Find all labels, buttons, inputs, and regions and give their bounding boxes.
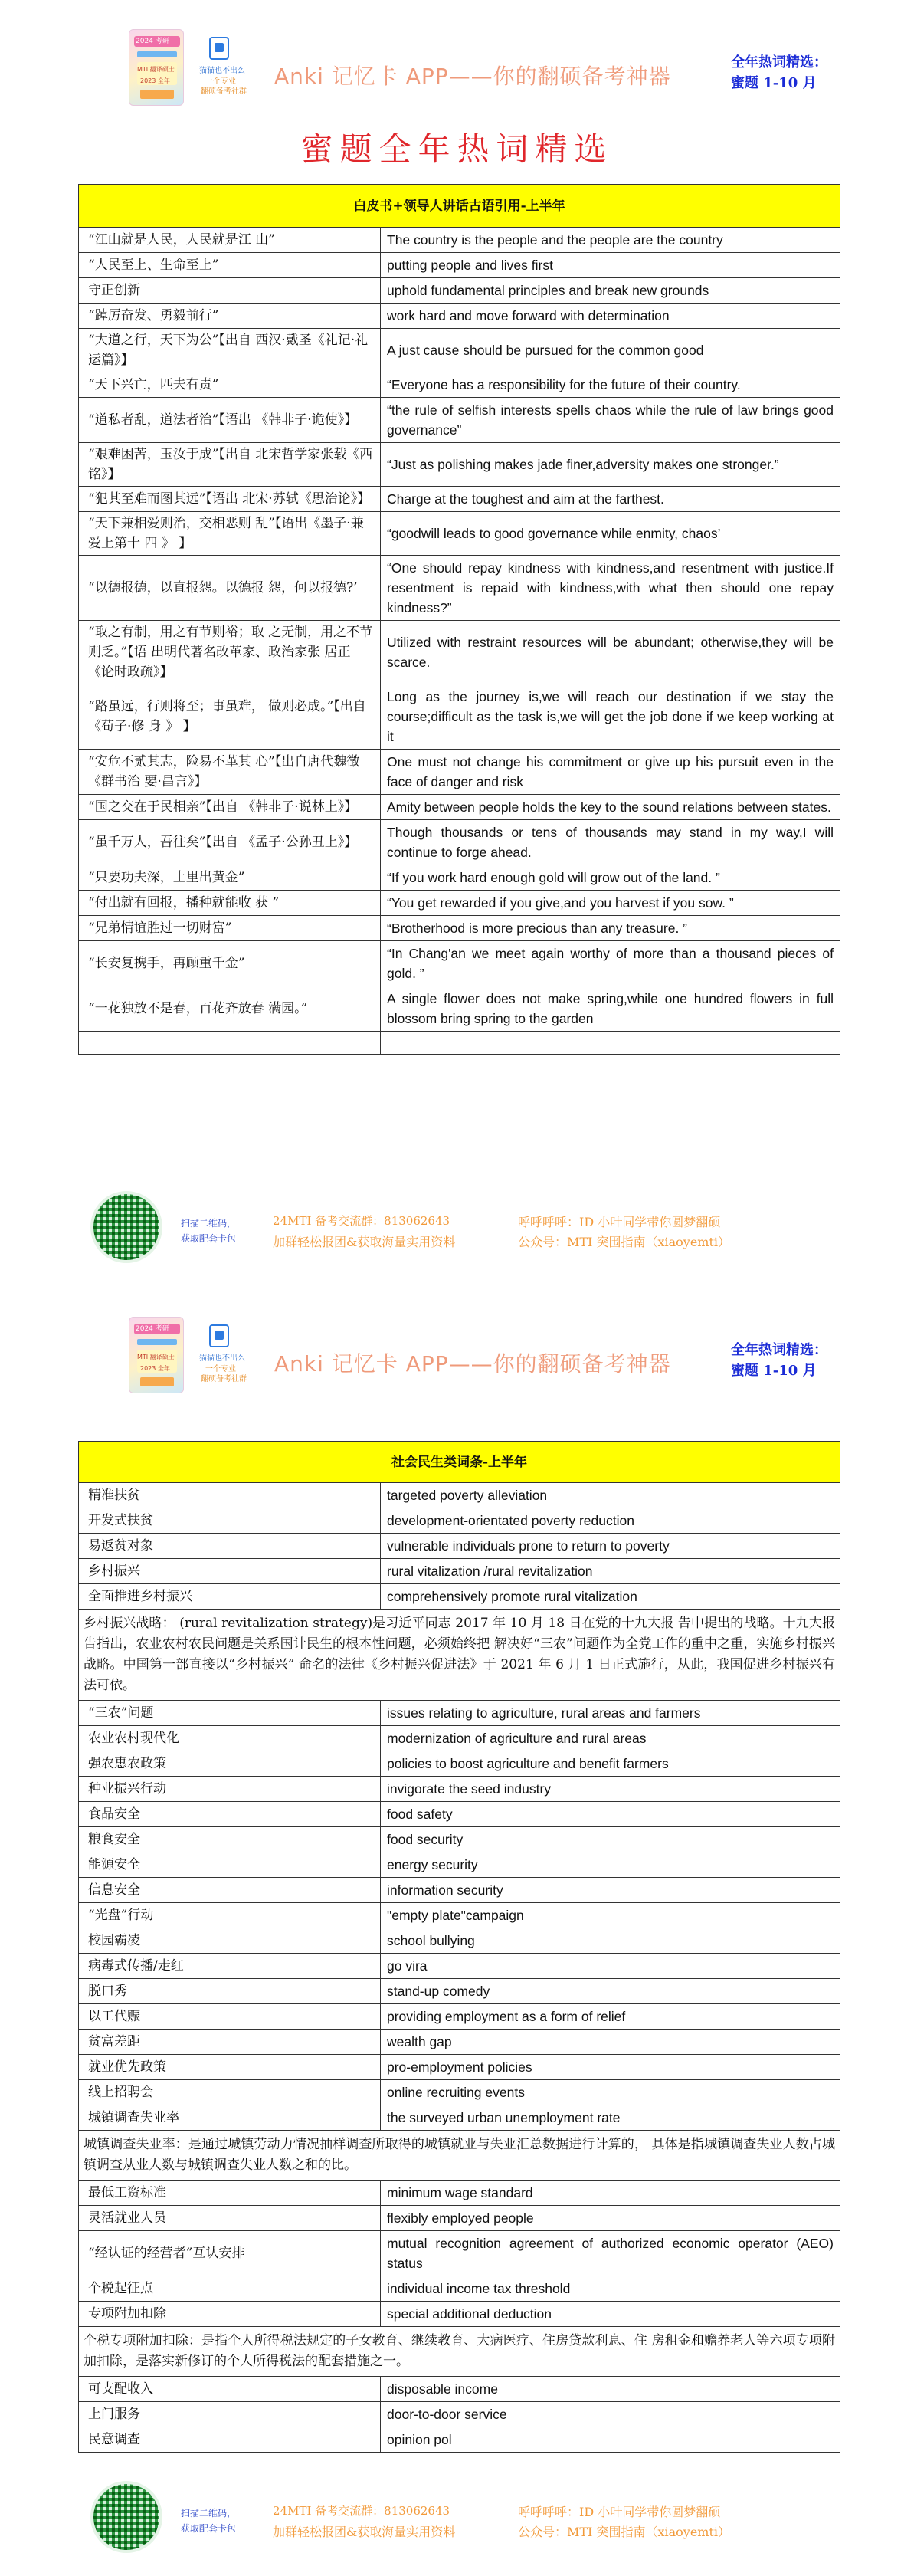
chinese-term-cell: 种业振兴行动 <box>79 1777 381 1802</box>
english-translation-cell: vulnerable individuals prone to return to poverty <box>381 1534 840 1559</box>
english-translation-cell: stand-up comedy <box>381 1979 840 2004</box>
table-row <box>79 1701 840 1726</box>
english-translation-cell: “Brotherhood is more precious than any treasure. ” <box>381 916 840 941</box>
chinese-term-cell: 精准扶贫 <box>79 1483 381 1508</box>
chinese-term-cell: “江山就是人民，人民就是江 山” <box>79 228 381 253</box>
table-row <box>79 941 840 986</box>
english-translation-cell: flexibly employed people <box>381 2206 840 2231</box>
english-translation-cell: invigorate the seed industry <box>381 1777 840 1802</box>
chinese-term-cell: 贫富差距 <box>79 2030 381 2055</box>
english-translation-cell: online recruiting events <box>381 2080 840 2105</box>
chinese-term-cell: “道私者乱，道法者治”【语出 《韩非子·诡使》】 <box>79 398 381 443</box>
table-row <box>79 1903 840 1928</box>
chinese-term-cell: 易返贫对象 <box>79 1534 381 1559</box>
group-number: 24MTI 备考交流群：813062643 <box>273 1214 450 1228</box>
hot-words-line2: 蜜题 1-10 月 <box>731 75 817 91</box>
english-translation-cell: Though thousands or tens of thousands may stand in my way,I will continue to forge ahead. <box>381 820 840 865</box>
table-row <box>79 398 840 443</box>
english-translation-cell: individual income tax threshold <box>381 2276 840 2302</box>
chinese-term-cell: “天下兴亡，匹夫有责” <box>79 372 381 398</box>
chinese-term-cell: 城镇调查失业率 <box>79 2105 381 2131</box>
chinese-term-cell: “一花独放不是春，百花齐放春 满园。” <box>79 986 381 1032</box>
chinese-term-cell: “经认证的经营者”互认安排 <box>79 2231 381 2276</box>
chinese-term-cell: 病毒式传播/走红 <box>79 1954 381 1979</box>
table-row <box>79 865 840 891</box>
chinese-term-cell: 开发式扶贫 <box>79 1508 381 1534</box>
english-translation-cell: issues relating to agriculture, rural areas and farmers <box>381 1701 840 1726</box>
table-row <box>79 1584 840 1610</box>
contact-id: 呼呼呼呼：ID 小叶同学带你圆梦翻硕 <box>518 1215 721 1229</box>
book-cover-thumbnail <box>129 29 184 106</box>
english-translation-cell: food safety <box>381 1802 840 1827</box>
english-translation-cell: modernization of agriculture and rural areas <box>381 1726 840 1751</box>
table-row <box>79 2402 840 2427</box>
english-translation-cell: opinion pol <box>381 2427 840 2453</box>
english-translation-cell: energy security <box>381 1852 840 1878</box>
page-header <box>0 0 914 123</box>
hot-words-line1: 全年热词精选： <box>731 1342 827 1358</box>
page-header-2 <box>0 1288 914 1410</box>
qr-code[interactable] <box>90 2481 162 2553</box>
chinese-term-cell: “取之有制，用之有节则裕；取 之无制，用之不节则乏。”【语 出明代著名改革家、政治家张 居正《论时政疏》】 <box>79 621 381 684</box>
table-row <box>79 2302 840 2327</box>
chinese-term-cell: 就业优先政策 <box>79 2055 381 2080</box>
section2-title: 社会民生类词条-上半年 <box>79 1442 840 1483</box>
chinese-term-cell: 守正创新 <box>79 278 381 304</box>
chinese-term-cell: 线上招聘会 <box>79 2080 381 2105</box>
page-footer-2 <box>0 2469 914 2576</box>
definition-cell: 个税专项附加扣除：是指个人所得税法规定的子女教育、继续教育、大病医疗、住房贷款利息、住 房租金和赡养老人等六项专项附加扣除，是落实新修订的个人所得税法的配套措施之一。 <box>79 2327 840 2377</box>
table-row <box>79 1559 840 1584</box>
contact-id: 呼呼呼呼：ID 小叶同学带你圆梦翻硕 <box>518 2505 721 2519</box>
table-row <box>79 684 840 750</box>
book-cover-thumbnail <box>129 1317 184 1393</box>
chinese-term-cell: “艰难困苦，玉汝于成”【出自 北宋哲学家张载《西铭》】 <box>79 443 381 487</box>
chinese-term-cell: “犯其至难而图其远”【语出 北宋·苏轼《思治论》】 <box>79 487 381 512</box>
english-translation-cell: providing employment as a form of relief <box>381 2004 840 2030</box>
english-translation-cell: “You get rewarded if you give,and you harvest if you sow. ” <box>381 891 840 916</box>
table-row <box>79 2080 840 2105</box>
hot-words-line2: 蜜题 1-10 月 <box>731 1363 817 1379</box>
table-row <box>79 2004 840 2030</box>
english-translation-cell: targeted poverty alleviation <box>381 1483 840 1508</box>
chinese-term-cell: “踔厉奋发、勇毅前行” <box>79 304 381 329</box>
english-translation-cell: Long as the journey is,we will reach our destination if we stay the course;difficult as the task is,we will get the job done if we keep working at it <box>381 684 840 750</box>
app-icon <box>209 37 229 60</box>
english-translation-cell: “goodwill leads to good governance while enmity, chaos’ <box>381 512 840 556</box>
table-row <box>79 228 840 253</box>
chinese-term-cell: 专项附加扣除 <box>79 2302 381 2327</box>
chinese-term-cell: 强农惠农政策 <box>79 1751 381 1777</box>
chinese-term-cell: 粮食安全 <box>79 1827 381 1852</box>
english-translation-cell: school bullying <box>381 1928 840 1954</box>
hot-words-label <box>731 52 827 94</box>
english-translation-cell: putting people and lives first <box>381 253 840 278</box>
table-row <box>79 304 840 329</box>
english-translation-cell: "empty plate"campaign <box>381 1903 840 1928</box>
english-translation-cell: mutual recognition agreement of authorized economic operator (AEO) status <box>381 2231 840 2276</box>
table-row <box>79 2276 840 2302</box>
table-row <box>79 621 840 684</box>
chinese-term-cell: 最低工资标准 <box>79 2181 381 2206</box>
chinese-term-cell: “大道之行，天下为公”【出自 西汉·戴圣《礼记·礼运篇》】 <box>79 329 381 372</box>
chinese-term-cell: 以工代赈 <box>79 2004 381 2030</box>
table-row <box>79 2377 840 2402</box>
table-row <box>79 1032 840 1055</box>
chinese-term-cell: “三农”问题 <box>79 1701 381 1726</box>
chinese-term-cell: “虽千万人，吾往矣”【出自 《孟子·公孙丑上》】 <box>79 820 381 865</box>
qr-caption-line2: 获取配套卡包 <box>181 2523 237 2534</box>
section1-table <box>78 184 840 1055</box>
table-row <box>79 2131 840 2181</box>
chinese-term-cell: 全面推进乡村振兴 <box>79 1584 381 1610</box>
chinese-term-cell: “天下兼相爱则治，交相恶则 乱”【语出《墨子·兼爱上第十 四 》 】 <box>79 512 381 556</box>
definition-cell: 城镇调查失业率：是通过城镇劳动力情况抽样调查所取得的城镇就业与失业汇总数据进行计算的， 具体是指城镇调查失业人数占城镇调查从业人数与城镇调查失业人数之和的比。 <box>79 2131 840 2181</box>
table-row <box>79 1928 840 1954</box>
table-row <box>79 1979 840 2004</box>
table-row <box>79 443 840 487</box>
english-translation-cell: “One should repay kindness with kindness,and resentment with justice.If resentment is repaid with kindness,with what then should one repay kindness?” <box>381 556 840 621</box>
chinese-term-cell: 上门服务 <box>79 2402 381 2427</box>
english-translation-cell: comprehensively promote rural vitalization <box>381 1584 840 1610</box>
english-translation-cell <box>381 1032 840 1055</box>
table-row <box>79 2327 840 2377</box>
chinese-term-cell: 信息安全 <box>79 1878 381 1903</box>
thumb-subtitle: MTI 翻译硕士 <box>137 66 175 73</box>
english-translation-cell: “Just as polishing makes jade finer,adversity makes one stronger.” <box>381 443 840 487</box>
anki-tagline: Anki 记忆卡 APP——你的翻硕备考神器 <box>274 64 671 89</box>
table-row <box>79 329 840 372</box>
table-row <box>79 891 840 916</box>
chinese-term-cell: “以德报德，以直报怨。以德报 怨，何以报德?’ <box>79 556 381 621</box>
app-icon <box>209 1324 229 1347</box>
table-row <box>79 1508 840 1534</box>
table-row <box>79 2206 840 2231</box>
table-row <box>79 556 840 621</box>
group-subtitle: 加群轻松报团&获取海量实用资料 <box>273 1235 456 1249</box>
table-row <box>79 278 840 304</box>
table-row <box>79 1852 840 1878</box>
qr-caption-line1: 扫描二维码， <box>181 1218 237 1229</box>
english-translation-cell: “If you work hard enough gold will grow out of the land. ” <box>381 865 840 891</box>
chinese-term-cell: “长安复携手，再顾重千金” <box>79 941 381 986</box>
qr-caption-line2: 获取配套卡包 <box>181 1233 237 1244</box>
table-row <box>79 487 840 512</box>
table-row <box>79 1878 840 1903</box>
english-translation-cell: wealth gap <box>381 2030 840 2055</box>
table-row <box>79 1751 840 1777</box>
chinese-term-cell: “光盘”行动 <box>79 1903 381 1928</box>
english-translation-cell: special additional deduction <box>381 2302 840 2327</box>
table-row <box>79 2427 840 2453</box>
table-row <box>79 750 840 795</box>
english-translation-cell: rural vitalization /rural revitalization <box>381 1559 840 1584</box>
table-row <box>79 2181 840 2206</box>
table-row <box>79 1610 840 1701</box>
table-row <box>79 2055 840 2080</box>
chinese-term-cell: “国之交在于民相亲”【出自 《韩非子·说林上》】 <box>79 795 381 820</box>
table-row <box>79 2105 840 2131</box>
icon-caption-2: 一个专业 <box>205 1365 236 1373</box>
table-row <box>79 1726 840 1751</box>
qr-code[interactable] <box>90 1191 162 1263</box>
chinese-term-cell: 能源安全 <box>79 1852 381 1878</box>
qr-caption <box>181 2505 236 2536</box>
table-row <box>79 1802 840 1827</box>
table-row <box>79 1777 840 1802</box>
english-translation-cell: information security <box>381 1878 840 1903</box>
chinese-term-cell: 脱口秀 <box>79 1979 381 2004</box>
icon-caption-1: 猫猫也不出么 <box>199 67 245 75</box>
chinese-term-cell: 灵活就业人员 <box>79 2206 381 2231</box>
chinese-term-cell: “兄弟情谊胜过一切财富” <box>79 916 381 941</box>
english-translation-cell: One must not change his commitment or give up his pursuit even in the face of danger and risk <box>381 750 840 795</box>
thumb-subtitle-2: 2023 全年 <box>140 77 170 84</box>
english-translation-cell: “In Chang'an we meet again worthy of more than a thousand pieces of gold. ” <box>381 941 840 986</box>
table-row <box>79 1483 840 1508</box>
table-row <box>79 2030 840 2055</box>
english-translation-cell: disposable income <box>381 2377 840 2402</box>
english-translation-cell: development-orientated poverty reduction <box>381 1508 840 1534</box>
hot-words-line1: 全年热词精选： <box>731 54 827 71</box>
chinese-term-cell: 农业农村现代化 <box>79 1726 381 1751</box>
table-row <box>79 916 840 941</box>
english-translation-cell: A single flower does not make spring,while one hundred flowers in full blossom bring spring to the garden <box>381 986 840 1032</box>
qr-caption-line1: 扫描二维码， <box>181 2508 237 2519</box>
icon-caption-3: 翻硕备考社群 <box>201 1375 247 1383</box>
wechat-account: 公众号：MTI 突围指南（xiaoyemti） <box>518 2525 731 2539</box>
english-translation-cell: pro-employment policies <box>381 2055 840 2080</box>
english-translation-cell: “the rule of selfish interests spells chaos while the rule of law brings good governance” <box>381 398 840 443</box>
chinese-term-cell: 乡村振兴 <box>79 1559 381 1584</box>
chinese-term-cell: 食品安全 <box>79 1802 381 1827</box>
english-translation-cell: The country is the people and the people are the country <box>381 228 840 253</box>
chinese-term-cell: 校园霸凌 <box>79 1928 381 1954</box>
wechat-account: 公众号：MTI 突围指南（xiaoyemti） <box>518 1235 731 1249</box>
english-translation-cell: Utilized with restraint resources will be abundant; otherwise,they will be scarce. <box>381 621 840 684</box>
chinese-term-cell: 可支配收入 <box>79 2377 381 2402</box>
icon-caption-2: 一个专业 <box>205 77 236 86</box>
english-translation-cell: Amity between people holds the key to the sound relations between states. <box>381 795 840 820</box>
icon-caption-3: 翻硕备考社群 <box>201 87 247 96</box>
chinese-term-cell <box>79 1032 381 1055</box>
english-translation-cell: “Everyone has a responsibility for the future of their country. <box>381 372 840 398</box>
page-footer <box>0 1179 914 1286</box>
english-translation-cell: uphold fundamental principles and break new grounds <box>381 278 840 304</box>
thumb-year: 2024 考研 <box>136 38 169 45</box>
chinese-term-cell: “安危不贰其志，险易不革其 心”【出自唐代魏徵《群书治 要·昌言》】 <box>79 750 381 795</box>
icon-caption-1: 猫猫也不出么 <box>199 1354 245 1363</box>
table-row <box>79 512 840 556</box>
table-row <box>79 1954 840 1979</box>
english-translation-cell: A just cause should be pursued for the common good <box>381 329 840 372</box>
main-title: 蜜题全年热词精选 <box>300 130 614 168</box>
chinese-term-cell: “人民至上、生命至上” <box>79 253 381 278</box>
group-number: 24MTI 备考交流群：813062643 <box>273 2504 450 2518</box>
section2-table <box>78 1441 840 2453</box>
table-row <box>79 1534 840 1559</box>
group-subtitle: 加群轻松报团&获取海量实用资料 <box>273 2525 456 2539</box>
definition-cell: 乡村振兴战略： (rural revitalization strategy)是习近平同志 2017 年 10 月 18 日在党的十九大报 告中提出的战略。十九大报告指出，农业农村农民问题是关系国计民生的根本性问题，必须始终把 解决好“三农”问题作为全党工作的重中之重，实施乡村振兴战略。中国第一部直接以“乡村振兴” 命名的法律《乡村振兴促进法》于 2021 年 6 月 1 日正式施行，从此，我国促进乡村振兴有法可依。 <box>79 1610 840 1701</box>
english-translation-cell: policies to boost agriculture and benefit farmers <box>381 1751 840 1777</box>
chinese-term-cell: “付出就有回报，播种就能收 获 ” <box>79 891 381 916</box>
thumb-subtitle-2: 2023 全年 <box>140 1365 170 1372</box>
qr-caption <box>181 1216 236 1246</box>
page-2 <box>0 1288 914 2576</box>
anki-tagline: Anki 记忆卡 APP——你的翻硕备考神器 <box>274 1351 671 1377</box>
table-row <box>79 372 840 398</box>
table-row <box>79 820 840 865</box>
section1-title: 白皮书+领导人讲话古语引用-上半年 <box>79 185 840 228</box>
hot-words-label <box>731 1340 827 1381</box>
english-translation-cell: Charge at the toughest and aim at the farthest. <box>381 487 840 512</box>
chinese-term-cell: “只要功夫深，土里出黄金” <box>79 865 381 891</box>
table-row <box>79 253 840 278</box>
chinese-term-cell: “路虽远，行则将至；事虽难， 做则必成。”【出自《荀子·修 身 》 】 <box>79 684 381 750</box>
english-translation-cell: go vira <box>381 1954 840 1979</box>
english-translation-cell: minimum wage standard <box>381 2181 840 2206</box>
chinese-term-cell: 个税起征点 <box>79 2276 381 2302</box>
thumb-subtitle: MTI 翻译硕士 <box>137 1354 175 1360</box>
english-translation-cell: door-to-door service <box>381 2402 840 2427</box>
table-row <box>79 1827 840 1852</box>
table-row <box>79 2231 840 2276</box>
table-row <box>79 795 840 820</box>
english-translation-cell: the surveyed urban unemployment rate <box>381 2105 840 2131</box>
thumb-year: 2024 考研 <box>136 1325 169 1333</box>
english-translation-cell: work hard and move forward with determination <box>381 304 840 329</box>
table-row <box>79 986 840 1032</box>
chinese-term-cell: 民意调查 <box>79 2427 381 2453</box>
english-translation-cell: food security <box>381 1827 840 1852</box>
